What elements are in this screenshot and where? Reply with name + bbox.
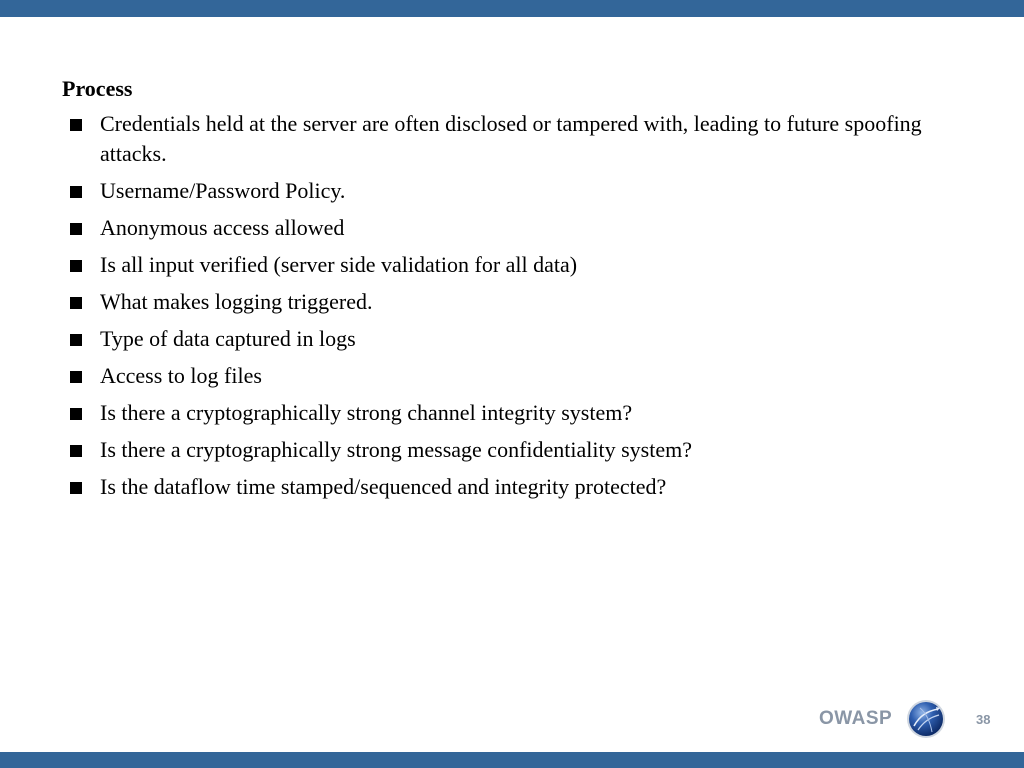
section-heading: Process <box>62 76 133 101</box>
list-item-text: Anonymous access allowed <box>100 215 345 240</box>
list-item <box>62 435 972 465</box>
list-item <box>62 398 972 428</box>
list-item <box>62 361 972 391</box>
list-item <box>62 109 972 169</box>
list-item-text: Type of data captured in logs <box>100 326 356 351</box>
square-bullet-icon <box>70 482 82 494</box>
square-bullet-icon <box>70 223 82 235</box>
square-bullet-icon <box>70 334 82 346</box>
square-bullet-icon <box>70 186 82 198</box>
square-bullet-icon <box>70 445 82 457</box>
list-item <box>62 287 972 317</box>
list-item-text: What makes logging triggered. <box>100 289 373 314</box>
bullet-list <box>62 109 972 502</box>
square-bullet-icon <box>70 408 82 420</box>
list-item-text: Credentials held at the server are often disclosed or tampered with, leading to future spoofing attacks. <box>100 111 922 166</box>
square-bullet-icon <box>70 260 82 272</box>
list-item-text: Access to log files <box>100 363 262 388</box>
square-bullet-icon <box>70 371 82 383</box>
list-item-text: Username/Password Policy. <box>100 178 346 203</box>
footer-brand: OWASP <box>819 708 893 729</box>
list-item-text: Is there a cryptographically strong message confidentiality system? <box>100 437 692 462</box>
page-number: 38 <box>976 712 991 727</box>
list-item <box>62 324 972 354</box>
list-item <box>62 213 972 243</box>
list-item <box>62 176 972 206</box>
slide-content <box>62 75 972 509</box>
list-item <box>62 472 972 502</box>
square-bullet-icon <box>70 297 82 309</box>
square-bullet-icon <box>70 119 82 131</box>
top-bar <box>0 0 1024 17</box>
bottom-bar <box>0 752 1024 768</box>
list-item <box>62 250 972 280</box>
list-item-text: Is all input verified (server side validation for all data) <box>100 252 578 277</box>
owasp-globe-logo-icon <box>906 699 946 739</box>
list-item-text: Is there a cryptographically strong channel integrity system? <box>100 400 633 425</box>
list-item-text: Is the dataflow time stamped/sequenced and integrity protected? <box>100 474 667 499</box>
